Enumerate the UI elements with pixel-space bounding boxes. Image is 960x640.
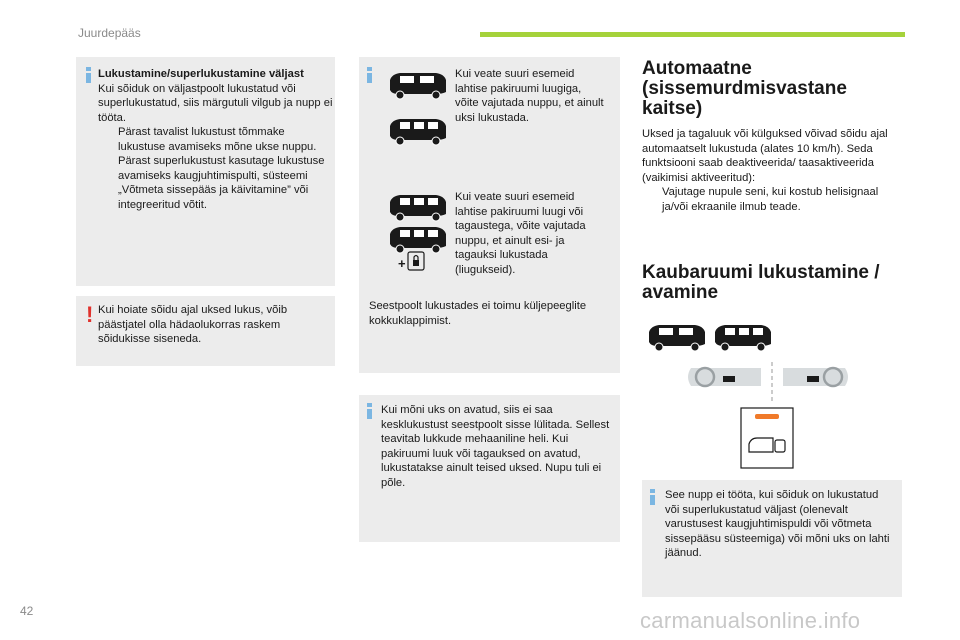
- automatic-text: Uksed ja tagaluuk või külguksed võivad sõidu ajal automaatselt lukustuda (alates 10 km/h). Seda funktsiooni saab deaktiveerida/ taasaktiveerida (vaikimisi aktiveeritud): Vajutage nupule seni, kui kostub helisignaal ja/või ekraanile ilmub teade.: [642, 127, 900, 214]
- van-diagram-2: [386, 192, 448, 274]
- lock-info-text: [98, 67, 334, 212]
- dashboard-rhd: [783, 368, 848, 386]
- door-open-text: Kui mõni uks on avatud, siis ei saa kesklukustust seestpoolt sisse lülitada. Sellest teavitab lukkude mehaaniline heli. Kui pakiruumi luuk või tagauksed on avatud, lukustatakse ainult teised uksed. Nupu tuli ei põle.: [381, 404, 610, 489]
- info-icon: [367, 67, 372, 83]
- cargo-doors-text: Kui veate suuri esemeid lahtise pakiruumi luugiga, võite vajutada nuppu, et ainult uksi lukustada.: [455, 68, 604, 124]
- cargo-lock-illustration: [645, 322, 875, 472]
- van-icon: [715, 325, 771, 351]
- van-icon: [390, 227, 446, 253]
- info-icon: [650, 489, 655, 505]
- van-icon: [390, 119, 446, 145]
- automatic-heading: Automaatne (sissemurdmisvastane kaitse): [642, 58, 847, 119]
- info-icon: [86, 67, 91, 83]
- warning-text: Kui hoiate sõidu ajal uksed lukus, võib päästjatel olla hädaolukorras raskem sõidukisse siseneda.: [98, 304, 288, 345]
- section-title: Juurdepääs: [78, 26, 141, 40]
- automatic-bullet: Vajutage nupule seni, kui kostub helisignaal ja/või ekraanile ilmub teade.: [662, 186, 879, 213]
- page-number: 42: [20, 604, 34, 618]
- lock-info-body: Kui sõiduk on väljastpoolt lukustatud või superlukustatud, siis märgutuli vilgub ja nupp ei tööta.: [98, 82, 333, 124]
- lock-icon: [408, 252, 424, 270]
- lock-bullet: Pärast superlukustust kasutage lukustuse avamiseks kaugjuhtimispulti, süsteemi „Võtmeta sissepääs ja käivitamine” või integreeritud võtit.: [118, 155, 325, 211]
- van-diagram-1: [386, 70, 448, 148]
- info-icon: [367, 403, 372, 419]
- cargo-heading: Kaubaruumi lukustamine / avamine: [642, 262, 880, 303]
- mirror-text: Seestpoolt lukustades ei toimu küljepeeglite kokkuklappimist.: [369, 300, 587, 327]
- plus-icon: +: [398, 256, 406, 271]
- warning-icon: !: [86, 302, 94, 327]
- lock-info-title: Lukustamine/superlukustamine väljast: [98, 68, 304, 80]
- van-icon: [390, 195, 446, 221]
- sliding-doors-text: Kui veate suuri esemeid lahtise pakiruumi luugi või tagaustega, võite vajutada nuppu, et ainult esi- ja tagauksi lukustada (liugukseid).: [455, 191, 586, 276]
- section-accent-bar: [480, 32, 905, 37]
- van-icon: [649, 325, 705, 351]
- button-info-text: See nupp ei tööta, kui sõiduk on lukustatud või superlukustatud väljast (olenevalt varustusest kaugjuhtimispuldi või võtmeta sissepääsu süsteemiga) või mõni uks on lahti jäänud.: [665, 489, 890, 559]
- dashboard-lhd: [688, 368, 761, 386]
- cargo-lock-button: [741, 408, 793, 468]
- watermark: carmanualsonline.info: [640, 608, 861, 633]
- lock-bullet: Pärast tavalist lukustust tõmmake lukustuse avamiseks mõne ukse nuppu.: [118, 126, 317, 153]
- van-icon: [390, 73, 446, 99]
